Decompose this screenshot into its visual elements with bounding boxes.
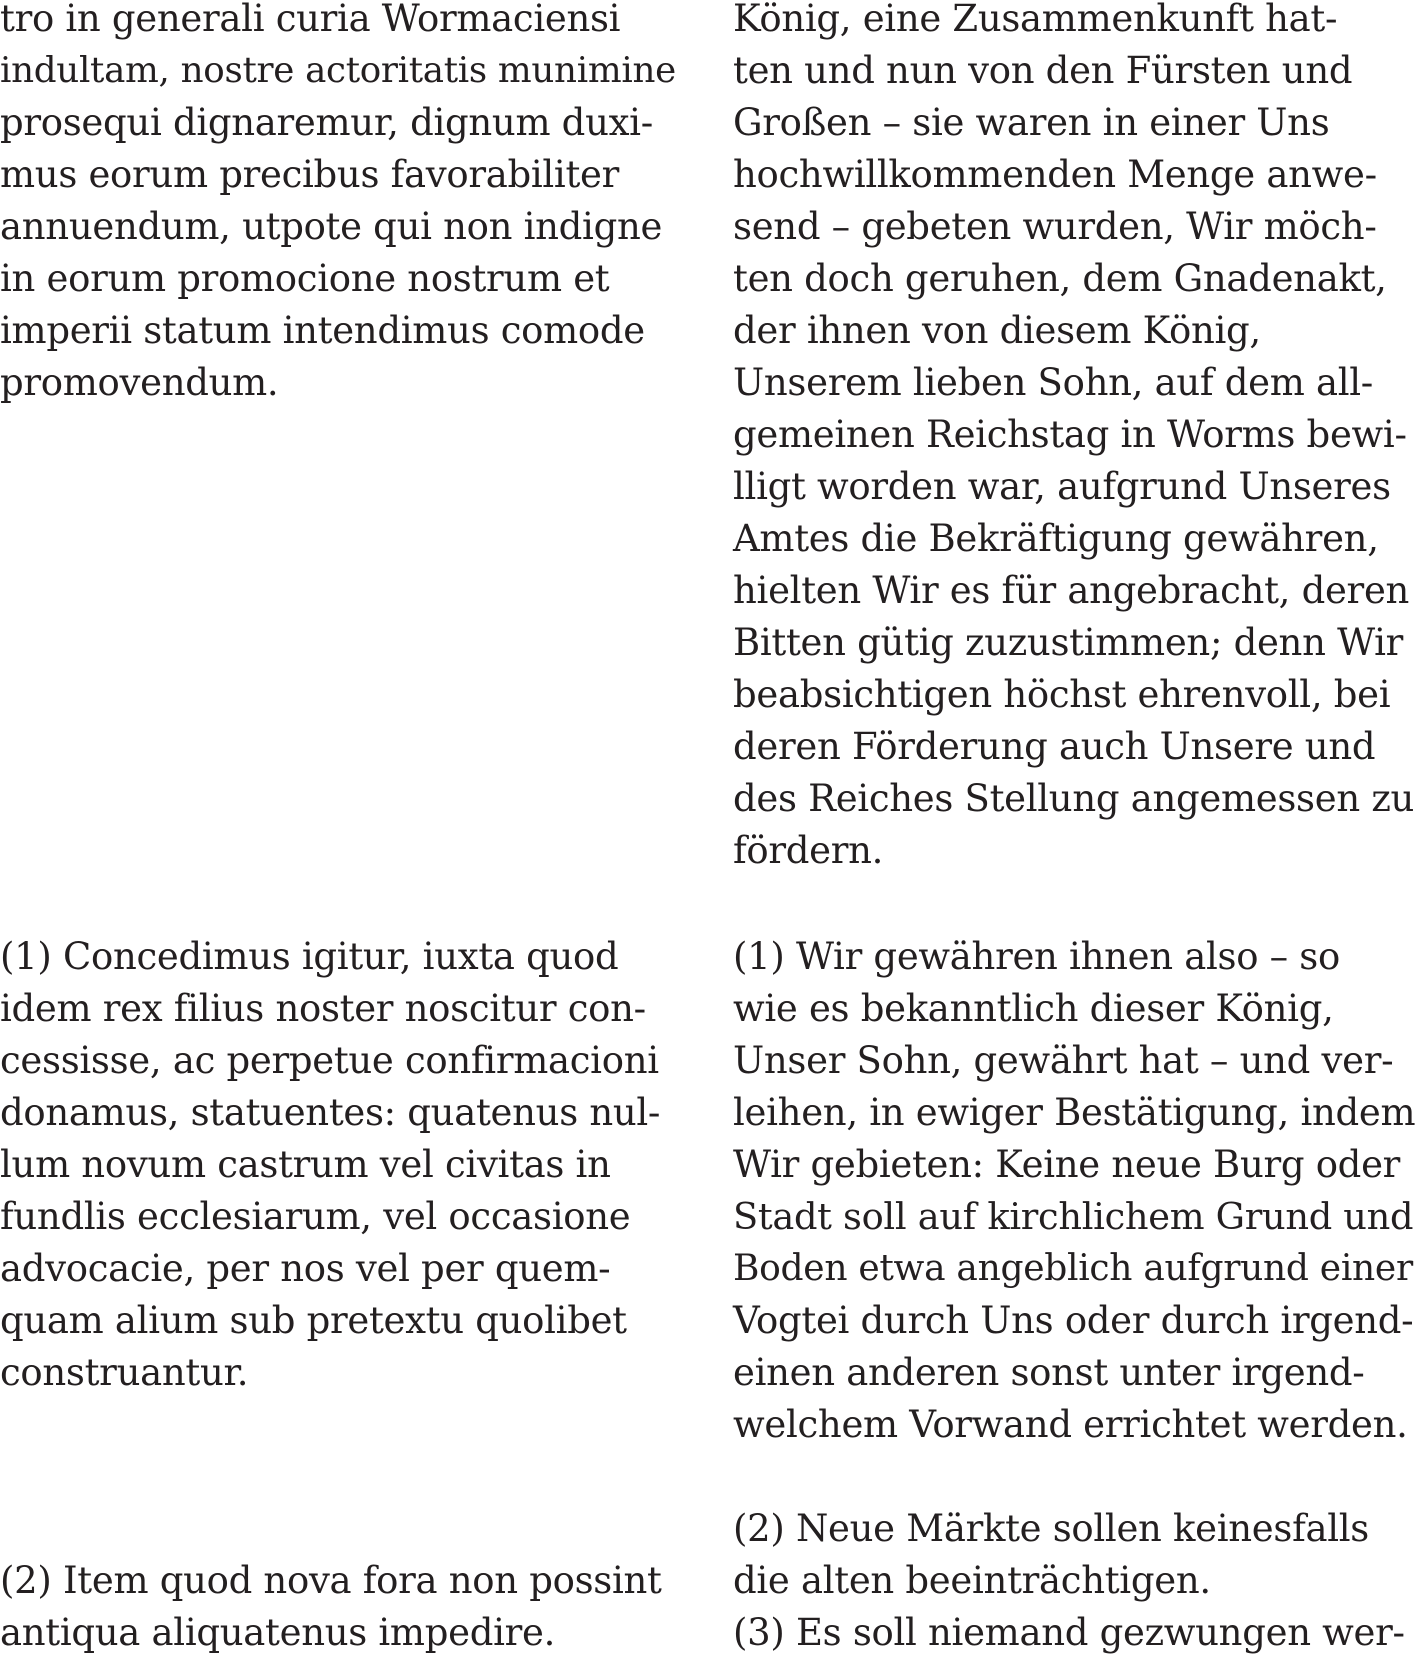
- text-line: antiqua aliquatenus impedire.: [0, 1611, 556, 1654]
- text-line: wie es bekanntlich dieser König,: [733, 987, 1334, 1030]
- text-line: construantur.: [0, 1351, 249, 1394]
- text-line: der ihnen von diesem König,: [733, 309, 1261, 352]
- text-line: (1) Concedimus igitur, iuxta quod: [0, 935, 619, 978]
- german-paragraph-2: [733, 1503, 1405, 1659]
- text-line: promovendum.: [0, 361, 279, 404]
- text-line: welchem Vorwand errichtet werden.: [733, 1403, 1408, 1446]
- german-paragraph-1: [733, 931, 1415, 1451]
- text-line: advocacie, per nos vel per quem-: [0, 1247, 611, 1290]
- text-line: (2) Neue Märkte sollen keinesfalls: [733, 1507, 1369, 1550]
- text-line: die alten beeinträchtigen.: [733, 1559, 1211, 1602]
- text-line: (1) Wir gewähren ihnen also – so: [733, 935, 1340, 978]
- text-line: hielten Wir es für angebracht, deren: [733, 569, 1410, 612]
- text-line: Stadt soll auf kirchlichem Grund und: [733, 1195, 1414, 1238]
- text-line: beabsichtigen höchst ehrenvoll, bei: [733, 673, 1391, 716]
- text-line: donamus, statuentes: quatenus nul-: [0, 1091, 661, 1134]
- text-line: leihen, in ewiger Bestätigung, indem: [733, 1091, 1416, 1134]
- text-line: prosequi dignaremur, dignum duxi-: [0, 101, 653, 144]
- text-line: fundlis ecclesiarum, vel occasione: [0, 1195, 631, 1238]
- text-line: Bitten gütig zuzustimmen; denn Wir: [733, 621, 1404, 664]
- text-line: König, eine Zusammenkunft hat-: [733, 0, 1338, 40]
- text-line: indultam, nostre actoritatis munimine: [0, 50, 676, 91]
- text-line: gemeinen Reichstag in Worms bewi-: [733, 413, 1407, 456]
- text-line: annuendum, utpote qui non indigne: [0, 205, 663, 248]
- text-line: send – gebeten wurden, Wir möch-: [733, 205, 1377, 248]
- text-line: des Reiches Stellung angemessen zu: [733, 777, 1415, 820]
- text-line: fördern.: [733, 829, 884, 872]
- text-line: in eorum promocione nostrum et: [0, 257, 610, 300]
- latin-paragraph-1: [0, 931, 660, 1399]
- text-line: tro in generali curia Wormaciensi: [0, 0, 621, 40]
- text-line: Unserem lieben Sohn, auf dem all-: [733, 361, 1373, 404]
- text-line: lligt worden war, aufgrund Unseres: [733, 465, 1391, 508]
- text-line: Großen – sie waren in einer Uns: [733, 101, 1330, 144]
- text-line: Boden etwa angeblich aufgrund einer: [733, 1248, 1413, 1289]
- latin-paragraph-intro: [0, 0, 676, 409]
- latin-paragraph-2: [0, 1555, 662, 1659]
- text-line: idem rex filius noster noscitur con-: [0, 987, 646, 1030]
- text-line: Vogtei durch Uns oder durch irgend-: [733, 1299, 1414, 1342]
- text-line: Wir gebieten: Keine neue Burg oder: [733, 1143, 1401, 1186]
- text-line: mus eorum precibus favorabiliter: [0, 153, 620, 196]
- text-line: einen anderen sonst unter irgend-: [733, 1351, 1365, 1394]
- text-line: lum novum castrum vel civitas in: [0, 1143, 611, 1186]
- text-line: deren Förderung auch Unsere und: [733, 725, 1376, 768]
- text-line: hochwillkommenden Menge anwe-: [733, 153, 1377, 196]
- text-line: ten und nun von den Fürsten und: [733, 49, 1353, 92]
- text-line: Amtes die Bekräftigung gewähren,: [733, 517, 1379, 560]
- text-line: Unser Sohn, gewährt hat – und ver-: [733, 1039, 1394, 1082]
- german-paragraph-intro: [733, 0, 1414, 877]
- text-line: (2) Item quod nova fora non possint: [0, 1559, 662, 1602]
- text-line: (3) Es soll niemand gezwungen wer-: [733, 1611, 1405, 1654]
- text-line: quam alium sub pretextu quolibet: [0, 1299, 627, 1342]
- text-line: imperii statum intendimus comode: [0, 309, 645, 352]
- text-line: ten doch geruhen, dem Gnadenakt,: [733, 257, 1387, 300]
- text-line: cessisse, ac perpetue confirmacioni: [0, 1039, 659, 1082]
